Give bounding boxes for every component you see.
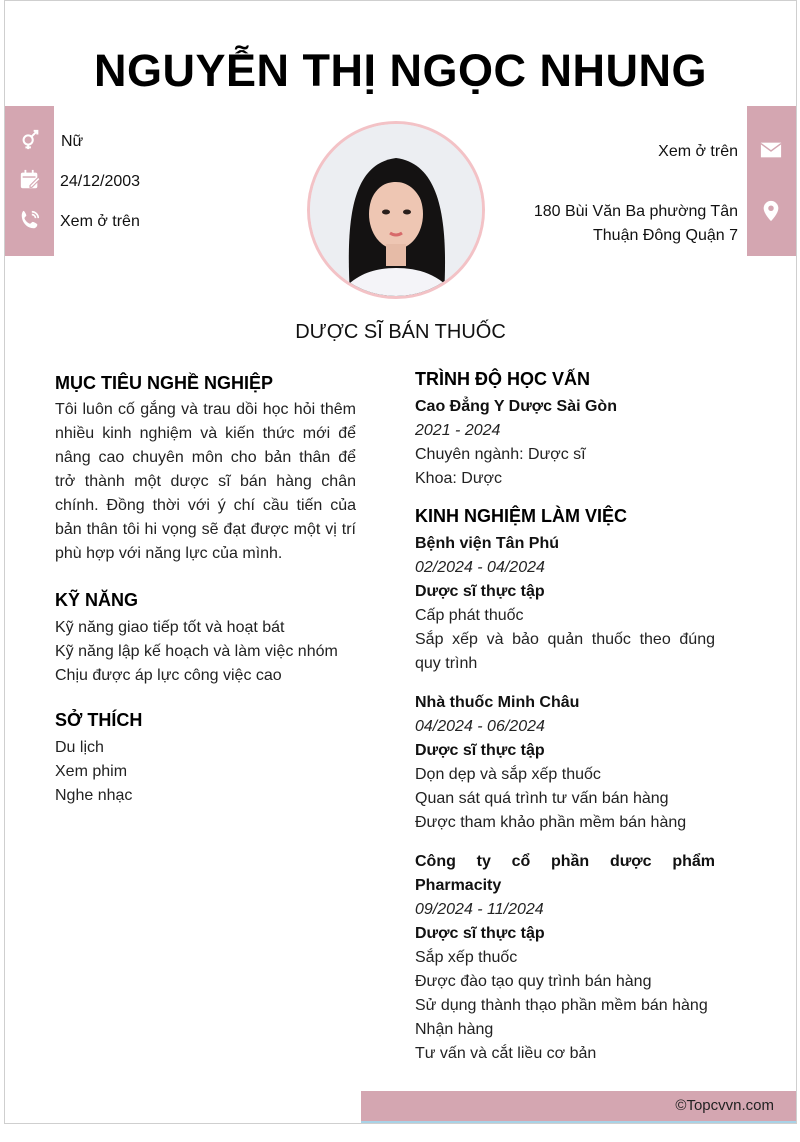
- experience-task: Cấp phát thuốc: [415, 607, 524, 624]
- gender-text: Nữ: [61, 133, 84, 150]
- skill-item: Kỹ năng lập kế hoạch và làm việc nhóm: [55, 643, 338, 660]
- skill-item: Kỹ năng giao tiếp tốt và hoạt bát: [55, 619, 285, 636]
- experience-item: [415, 532, 715, 676]
- phone-icon: [19, 209, 41, 231]
- experience-task: Sắp xếp và bảo quản thuốc theo đúng quy trình: [415, 631, 715, 672]
- right-column: [415, 367, 715, 1066]
- experience-company: Bệnh viện Tân Phú: [415, 535, 560, 552]
- skill-item: Chịu được áp lực công việc cao: [55, 667, 282, 684]
- experience-task: Sắp xếp thuốc: [415, 949, 518, 966]
- experience-task: Dọn dẹp và sắp xếp thuốc: [415, 766, 601, 783]
- job-title: DƯỢC SĨ BÁN THUỐC: [295, 321, 506, 343]
- gender-icon: [19, 129, 41, 151]
- experience-task: Nhận hàng: [415, 1021, 494, 1038]
- hobby-item: Du lịch: [55, 739, 104, 756]
- education-school: Cao Đẳng Y Dược Sài Gòn: [415, 398, 617, 415]
- experience-role: Dược sĩ thực tập: [415, 583, 545, 600]
- experience-task: Quan sát quá trình tư vấn bán hàng: [415, 790, 669, 807]
- education-period: 2021 - 2024: [415, 422, 501, 439]
- location-icon: [760, 200, 782, 222]
- experience-role: Dược sĩ thực tập: [415, 925, 545, 942]
- experience-heading: KINH NGHIỆM LÀM VIỆC: [415, 506, 628, 526]
- objective-text: Tôi luôn cố gắng và trau dồi học hỏi thêm nhiều kinh nghiệm và kiến thức mới để nâng cao chuyên môn cho bản thân để trở thành một dược sĩ bán hàng chân chính. Đồng thời với ý chí cầu tiến của bản thân tôi hi vọng sẽ đạt được một vị trí phù hợp với năng lực của mình.: [55, 401, 356, 562]
- contact-icon-bar-left: [5, 106, 54, 256]
- skills-list: [55, 616, 356, 688]
- experience-task: Được đào tạo quy trình bán hàng: [415, 973, 652, 990]
- contact-icon-bar-right: [747, 106, 796, 256]
- footer-divider: [361, 1121, 796, 1123]
- hobbies-list: [55, 736, 356, 808]
- experience-item: [415, 850, 715, 1066]
- experience-company: Nhà thuốc Minh Châu: [415, 694, 580, 711]
- experience-period: 09/2024 - 11/2024: [415, 901, 544, 918]
- experience-period: 02/2024 - 04/2024: [415, 559, 545, 576]
- hobby-item: Xem phim: [55, 763, 128, 780]
- candidate-name: NGUYỄN THỊ NGỌC NHUNG: [93, 45, 707, 96]
- address-line-1: 180 Bùi Văn Ba phường Tân: [533, 203, 738, 220]
- experience-item: [415, 691, 715, 835]
- experience-task: Sử dụng thành thạo phần mềm bán hàng: [415, 997, 708, 1014]
- objective-heading: MỤC TIÊU NGHỀ NGHIỆP: [55, 373, 274, 393]
- footer-credit: ©Topcvvn.com: [675, 1097, 774, 1114]
- phone-text: Xem ở trên: [60, 213, 140, 230]
- email-icon: [760, 139, 782, 161]
- skills-heading: KỸ NĂNG: [55, 590, 139, 610]
- address-line-2: Thuận Đông Quận 7: [593, 227, 738, 244]
- footer-bar: [361, 1091, 796, 1121]
- education-faculty: Khoa: Dược: [415, 470, 503, 487]
- calendar-icon: [19, 169, 41, 191]
- experience-task: Được tham khảo phần mềm bán hàng: [415, 814, 687, 831]
- education-heading: TRÌNH ĐỘ HỌC VẤN: [415, 369, 590, 389]
- education-major: Chuyên ngành: Dược sĩ: [415, 446, 586, 463]
- experience-period: 04/2024 - 06/2024: [415, 718, 545, 735]
- experience-company: Công ty cổ phần dược phẩm Pharmacity: [415, 853, 715, 894]
- profile-photo: [307, 121, 485, 299]
- experience-task: Tư vấn và cắt liều cơ bản: [415, 1045, 597, 1062]
- hobbies-heading: SỞ THÍCH: [55, 710, 143, 730]
- left-column: [55, 371, 356, 808]
- email-text: Xem ở trên: [658, 143, 738, 160]
- birthday-text: 24/12/2003: [60, 173, 141, 190]
- hobby-item: Nghe nhạc: [55, 787, 133, 804]
- cv-page: [4, 0, 797, 1124]
- experience-role: Dược sĩ thực tập: [415, 742, 545, 759]
